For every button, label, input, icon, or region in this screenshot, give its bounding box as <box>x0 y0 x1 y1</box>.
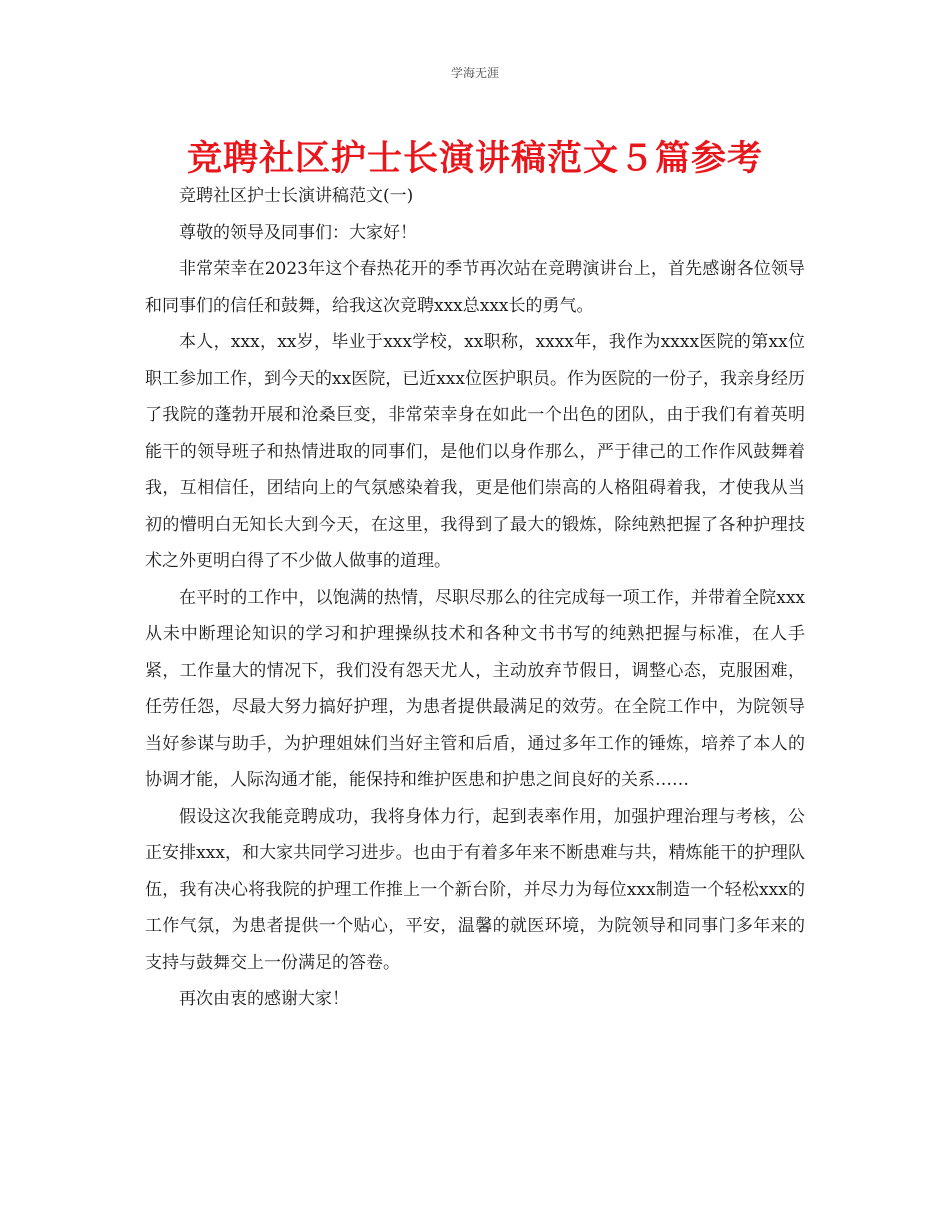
paragraph-greeting: 尊敬的领导及同事们：大家好！ <box>179 222 417 243</box>
document-body <box>145 178 805 1018</box>
paragraph-intro: 非常荣幸在2023年这个春热花开的季节再次站在竞聘演讲台上，首先感谢各位领导和同事们的信任和鼓舞，给我这次竞聘xxx总xxx长的勇气。 <box>145 259 805 316</box>
paragraph-closing: 再次由衷的感谢大家！ <box>179 989 349 1009</box>
document-title: 竞聘社区护士长演讲稿范文５篇参考 <box>186 139 763 179</box>
section-subtitle: 竞聘社区护士长演讲稿范文(一) <box>179 186 414 206</box>
header-note: 学海无涯 <box>450 66 499 80</box>
paragraph-work: 在平时的工作中，以饱满的热情，尽职尽那么的往完成每一项工作，并带着全院xxx从未中断理论知识的学习和护理操纵技术和各种文书书写的纯熟把握与标准，在人手紧，工作量大的情况下，我们没有怨天尤人，主动放弃节假日，调整心态，克服困难，任劳任怨，尽最大努力搞好护理，为患者提供最满足的效劳。在全院工作中，为院领导当好参谋与助手，为护理姐妹们当好主管和后盾，通过多年工作的锤炼，培养了本人的协调才能，人际沟通才能，能保持和维护医患和护患之间良好的关系…… <box>145 587 805 790</box>
paragraph-background: 本人，xxx，xx岁，毕业于xxx学校，xx职称，xxxx年，我作为xxxx医院的第xx位职工参加工作，到今天的xx医院，已近xxx位医护职员。作为医院的一份子，我亲身经历了我院的蓬勃开展和沧桑巨变，非常荣幸身在如此一个出色的团队，由于我们有着英明能干的领导班子和热情进取的同事们，是他们以身作那么，严于律己的工作作风鼓舞着我，互相信任，团结向上的气氛感染着我，更是他们崇高的人格阻碍着我，才使我从当初的懵明白无知长大到今天，在这里，我得到了最大的锻炼，除纯熟把握了各种护理技术之外更明白得了不少做人做事的道理。 <box>145 332 805 571</box>
paragraph-plan: 假设这次我能竞聘成功，我将身体力行，起到表率作用，加强护理治理与考核，公正安排xxx，和大家共同学习进步。也由于有着多年来不断患难与共，精炼能干的护理队伍，我有决心将我院的护理工作推上一个新台阶，并尽力为每位xxx制造一个轻松xxx的工作气氛，为患者提供一个贴心，平安，温馨的就医环境，为院领导和同事门多年来的支持与鼓舞交上一份满足的答卷。 <box>145 806 805 973</box>
